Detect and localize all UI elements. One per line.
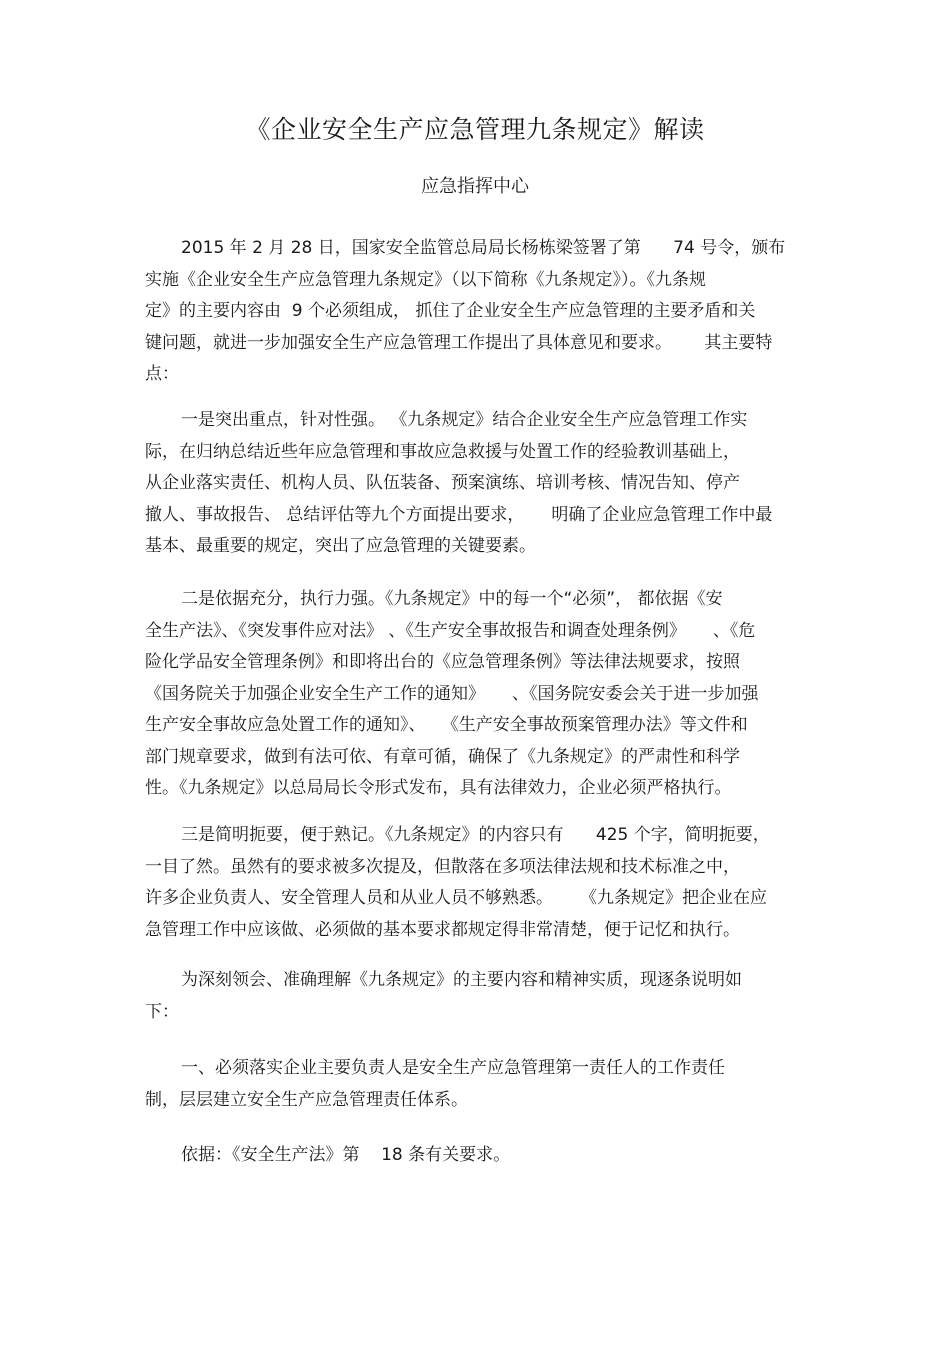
- paragraph-line: 撤人、事故报告、 总结评估等九个方面提出要求， 明确了企业应急管理工作中最: [145, 504, 773, 525]
- paragraph-line: 实施《企业安全生产应急管理九条规定》（以下简称《九条规定》）。《九条规: [145, 269, 706, 290]
- paragraph-line: 二是依据充分，执行力强。《九条规定》中的每一个“必须”， 都依据《安: [181, 589, 723, 609]
- paragraph-line: 一目了然。虽然有的要求被多次提及，但散落在多项法律法规和技术标准之中，: [145, 856, 740, 877]
- paragraph-line: 制，层层建立安全生产应急管理责任体系。: [145, 1089, 468, 1110]
- paragraph-line: 定》的主要内容由 9 个必须组成， 抓住了企业安全生产应急管理的主要矛盾和关: [145, 301, 756, 321]
- paragraph-line: 急管理工作中应该做、必须做的基本要求都规定得非常清楚，便于记忆和执行。: [145, 919, 740, 940]
- paragraph-feature-3: [145, 820, 825, 946]
- paragraph-line: 《国务院关于加强企业安全生产工作的通知》 、《国务院安委会关于进一步加强: [145, 683, 759, 704]
- paragraph-line: 基本、最重要的规定，突出了应急管理的关键要素。: [145, 536, 536, 556]
- paragraph-line: 为深刻领会、准确理解《九条规定》的主要内容和精神实质，现逐条说明如: [181, 970, 742, 990]
- paragraph-line: 一是突出重点，针对性强。 《九条规定》结合企业安全生产应急管理工作实: [181, 410, 748, 430]
- paragraph-line: 许多企业负责人、安全管理人员和从业人员不够熟悉。 《九条规定》把企业在应: [145, 888, 768, 908]
- paragraph-line: 险化学品安全管理条例》和即将出台的《应急管理条例》等法律法规要求，按照: [145, 652, 740, 672]
- paragraph-rule-1-basis: [145, 1140, 825, 1172]
- paragraph-feature-1: [145, 405, 825, 563]
- paragraph-line: 三是简明扼要，便于熟记。《九条规定》的内容只有 425 个字，简明扼要，: [181, 825, 770, 845]
- paragraph-line: 际，在归纳总结近些年应急管理和事故应急救援与处置工作的经验教训基础上，: [145, 441, 740, 462]
- paragraph-line: 生产安全事故应急处置工作的通知》、 《生产安全事故预案管理办法》等文件和: [145, 715, 748, 735]
- paragraph-line: 下：: [145, 1001, 179, 1022]
- paragraph-line: 从企业落实责任、机构人员、队伍装备、预案演练、培训考核、情况告知、停产: [145, 473, 740, 493]
- paragraph-line: 2015 年 2 月 28 日，国家安全监管总局局长杨栋梁签署了第 74 号令，颁布: [181, 238, 786, 258]
- paragraph-line: 全生产法》、《突发事件应对法》 、《生产安全事故报告和调查处理条例》 、《危: [145, 620, 756, 641]
- document-title: 《企业安全生产应急管理九条规定》解读: [245, 115, 705, 144]
- document-author: 应急指挥中心: [421, 176, 529, 197]
- paragraph-intro: [145, 233, 825, 391]
- paragraph-explanation-intro: [145, 965, 825, 1028]
- paragraph-line: 点：: [145, 364, 179, 384]
- paragraph-feature-2: [145, 584, 825, 805]
- paragraph-line: 键问题，就进一步加强安全生产应急管理工作提出了具体意见和要求。 其主要特: [145, 332, 773, 353]
- paragraph-line: 部门规章要求，做到有法可依、有章可循，确保了《九条规定》的严肃性和科学: [145, 746, 740, 767]
- paragraph-line: 依据：《安全生产法》第 18 条有关要求。: [181, 1145, 511, 1165]
- paragraph-line: 一、必须落实企业主要负责人是安全生产应急管理第一责任人的工作责任: [181, 1058, 725, 1078]
- paragraph-rule-1: [145, 1053, 825, 1116]
- paragraph-line: 性。《九条规定》以总局局长令形式发布，具有法律效力，企业必须严格执行。: [145, 778, 732, 798]
